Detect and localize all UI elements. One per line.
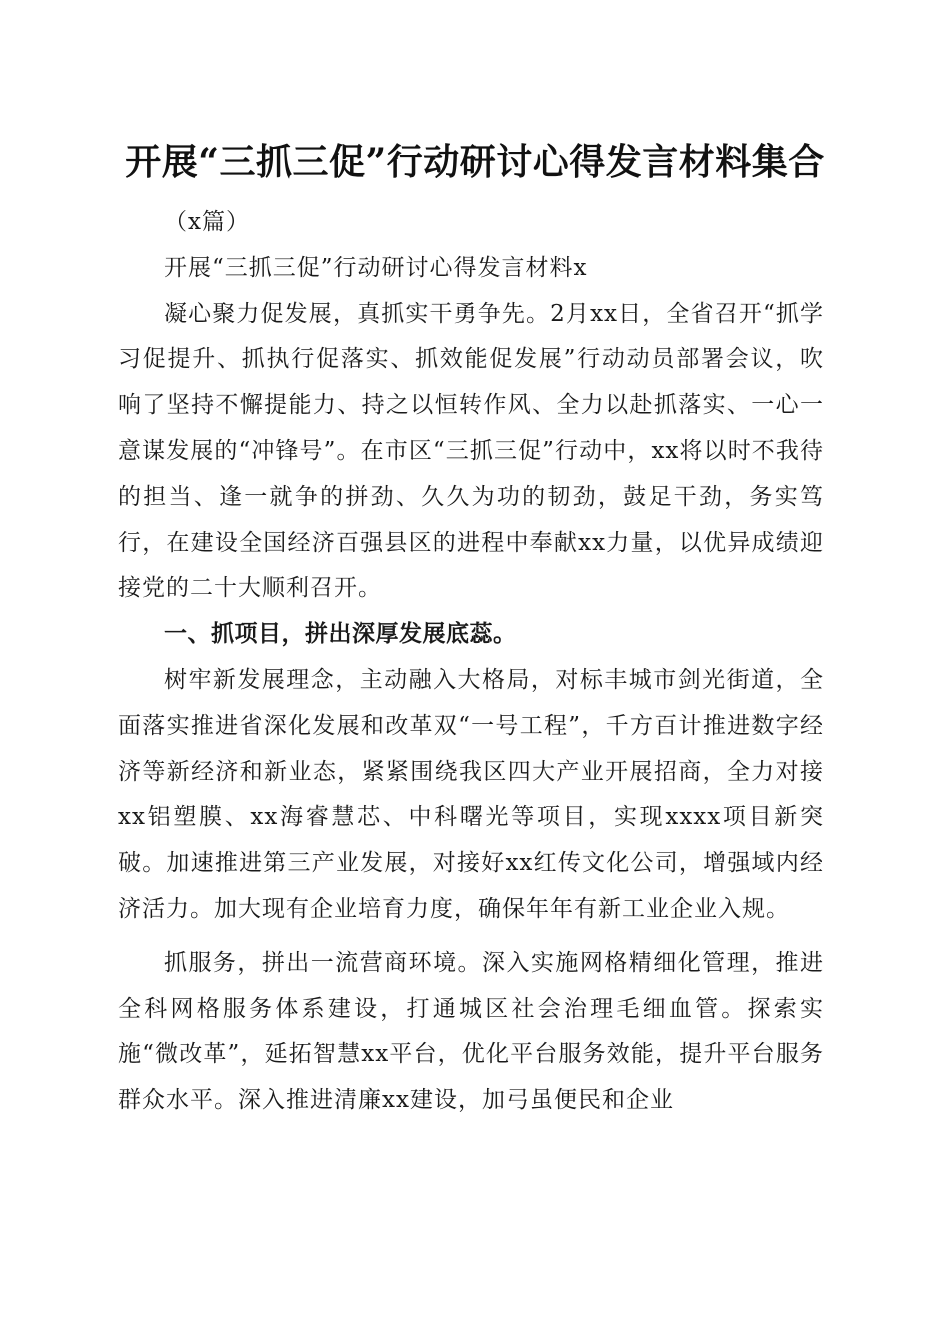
paragraph-services: 抓服务，拼出一流营商环境。深入实施网格精细化管理，推进全科网格服务体系建设，打通城区社会治理毛细血管。探索实施“微改革”，延拓智慧xx平台，优化平台服务效能，提升平台服务群众水平。深入推进清廉xx建设，加弓虽便民和企业 xyxy=(118,949,824,1114)
paragraph-intro: 凝心聚力促发展，真抓实干勇争先。2月xx日，全省召开“抓学习促提升、抓执行促落实、抓效能促发展”行动动员部署会议，吹响了坚持不懈提能力、持之以恒转作风、全力以赴抓落实、一心一意谋发展的“冲锋号”。在市区“三抓三促”行动中，xx将以时不我待的担当、逢一就争的拼劲、久久为功的韧劲，鼓足干劲，务实笃行，在建设全国经济百强县区的进程中奉献xx力量，以优异成绩迎接党的二十大顺利召开。 xyxy=(118,300,824,602)
paragraph-projects: 树牢新发展理念，主动融入大格局，对标丰城市剑光街道，全面落实推进省深化发展和改革双“一号工程”，千方百计推进数字经济等新经济和新业态，紧紧围绕我区四大产业开展招商，全力对接xx铝塑膜、xx海睿慧芯、中科曙光等项目，实现xxxx项目新突破。加速推进第三产业发展，对接好xx红传文化公司，增强域内经济活力。加大现有企业培育力度，确保年年有新工业企业入规。 xyxy=(118,666,824,922)
document-body xyxy=(118,200,824,1124)
document-title: 开展“三抓三促”行动研讨心得发言材料集合 xyxy=(125,141,825,183)
count-note: （x篇） xyxy=(164,209,250,235)
section-heading: 一、抓项目，拼出深厚发展底蕊。 xyxy=(164,621,517,648)
document-subtitle: 开展“三抓三促”行动研讨心得发言材料x xyxy=(164,254,588,281)
